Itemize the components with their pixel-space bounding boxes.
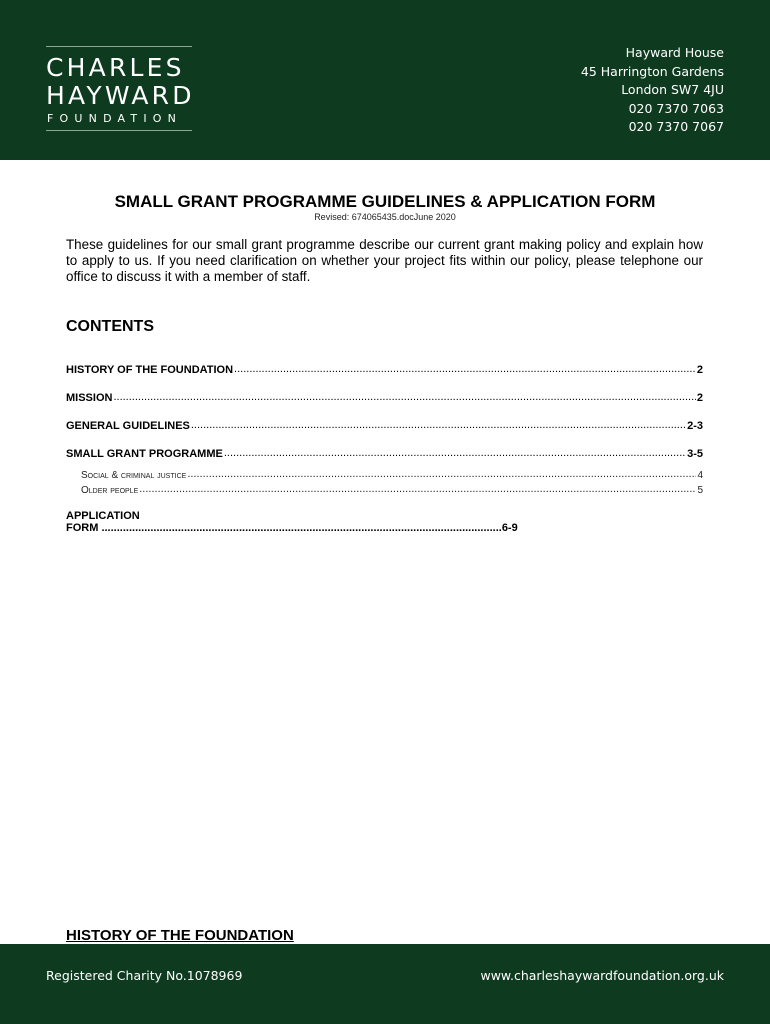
section-heading-history: HISTORY OF THE FOUNDATION [66,927,294,944]
website-link[interactable]: www.charleshaywardfoundation.org.uk [480,968,724,983]
toc-page: 3-5 [687,448,703,460]
page-footer [0,944,770,1024]
toc-label: SMALL GRANT PROGRAMME [66,448,223,460]
toc-app-label: FORM [66,522,99,534]
toc-leader [234,363,696,376]
toc-subentry-social-justice[interactable] [81,468,703,481]
toc-subpage: 5 [697,485,703,496]
document-title: SMALL GRANT PROGRAMME GUIDELINES & APPLICATION FORM [114,192,656,211]
address-line-building: Hayward House [625,45,724,60]
toc-leader [224,447,686,460]
toc-page: 2 [696,364,703,376]
toc-page: 2-3 [687,420,703,432]
revision-note: Revised: 674065435.docJune 2020 [314,212,456,222]
toc-leader [113,391,695,404]
toc-leader [191,419,686,432]
foundation-logo [46,46,195,132]
address-line-street: 45 Harrington Gardens [580,63,724,79]
toc-sublabel: Older people [81,485,139,496]
contents-heading: CONTENTS [66,318,154,335]
logo-line-1: CHARLES [46,53,185,82]
toc-label: GENERAL GUIDELINES [66,420,190,432]
logo-line-2: HAYWARD [46,81,195,110]
logo-bottom-rule [46,130,192,131]
toc-entry-small-grant-programme[interactable] [66,447,703,460]
toc-app-line1: APPLICATION [66,510,140,522]
toc-leader [139,483,696,496]
charity-number: Registered Charity No.1078969 [46,968,243,983]
page-header [0,0,770,160]
toc-entry-general-guidelines[interactable] [66,419,703,432]
address-line-city: London SW7 4JU [621,82,724,97]
address-phone-2: 020 7370 7067 [628,119,724,134]
toc-leader [187,468,696,481]
toc-page: 2 [696,392,703,404]
toc-entry-history[interactable] [66,363,703,376]
logo-top-rule [46,46,192,47]
toc-sublabel: Social & criminal justice [81,470,187,481]
toc-entry-application-form[interactable] [66,510,632,534]
intro-paragraph: These guidelines for our small grant programme describe our current grant making policy and explain how to apply to us. If you need clarification on whether your project fits within our policy, please telephone our office to discuss it with a member of staff. [66,237,703,284]
toc-label: MISSION [66,392,113,404]
toc-app-line2 [66,522,632,534]
toc-entry-mission[interactable] [66,391,703,404]
address-block [581,44,724,137]
address-phone-1: 020 7370 7063 [628,100,724,116]
logo-line-3: FOUNDATION [47,112,183,125]
toc-app-leader: ................................................................................................................................... [98,522,502,534]
toc-app-page: 6-9 [501,522,518,534]
toc-subpage: 4 [697,470,703,481]
toc-label: HISTORY OF THE FOUNDATION [66,364,234,376]
toc-subentry-older-people[interactable] [81,483,703,496]
